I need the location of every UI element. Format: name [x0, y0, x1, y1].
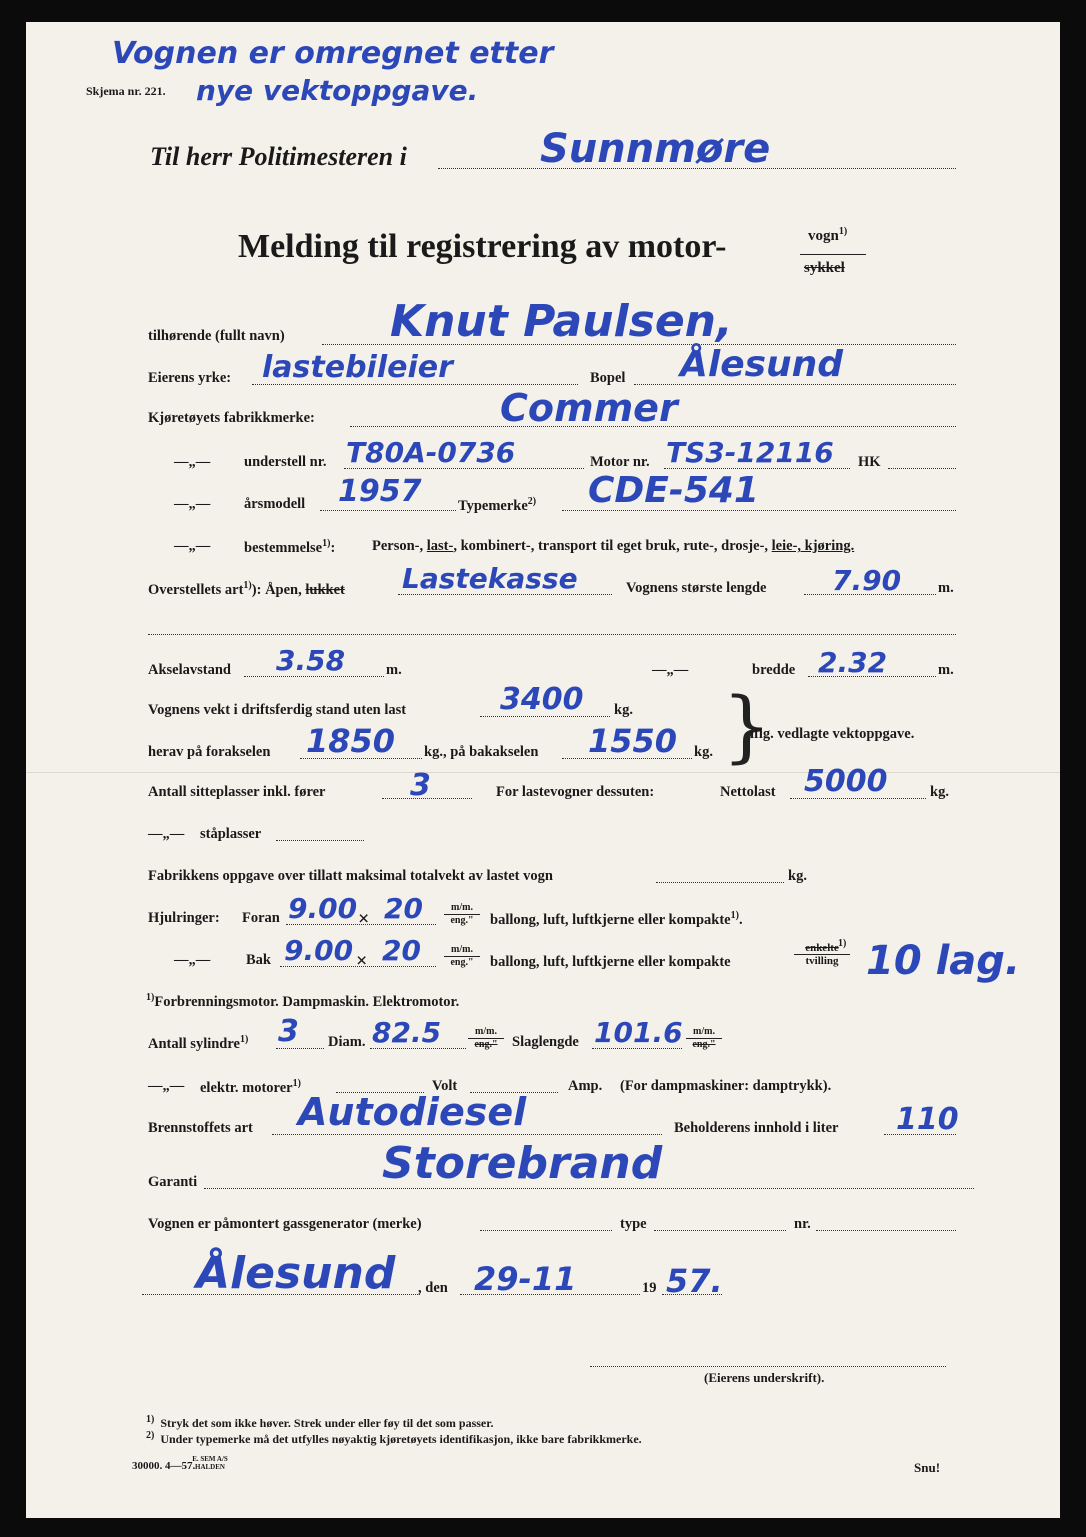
footnote-2: $^{2)}$ Under typemerke må det utfylles nøyaktig kjøretøyets identifikasjon, ikke bare fabrikkmerke.	[146, 1430, 642, 1446]
gas-type-line	[654, 1230, 786, 1231]
stroke-unit: m/m. eng."	[686, 1026, 722, 1051]
year-suffix-value: 57.	[666, 1262, 723, 1300]
weight-brace: }	[722, 682, 772, 772]
printer-info: E. SEM A/S HALDEN	[192, 1455, 228, 1471]
gas-nr-label: nr.	[794, 1216, 811, 1232]
form-title: Melding til registrering av motor-	[238, 228, 727, 265]
body-type-value: Lastekasse	[402, 562, 578, 595]
den-label: , den	[418, 1280, 448, 1296]
purpose-label: bestemmelse$^{1)}$:	[244, 538, 336, 556]
place-value: Ålesund	[196, 1248, 396, 1299]
front-axle-label: herav på forakselen	[148, 744, 271, 760]
signature-label: (Eierens underskrift).	[704, 1370, 825, 1385]
length-label: Vognens største lengde	[626, 580, 767, 596]
standing-line	[276, 840, 364, 841]
width-value: 2.32	[818, 646, 888, 679]
width-unit: m.	[938, 662, 954, 678]
gas-line	[480, 1230, 612, 1231]
rear-tyre-label: Bak	[246, 952, 271, 968]
guarantee-value: Storebrand	[382, 1138, 663, 1189]
max-weight-unit: kg.	[788, 868, 807, 884]
cylinders-value: 3	[278, 1014, 299, 1049]
weight-unit: kg.	[614, 702, 633, 718]
guarantee-label: Garanti	[148, 1174, 198, 1190]
ditto-electric: —„—	[148, 1078, 185, 1094]
tank-value: 110	[896, 1102, 959, 1137]
ditto-width: —„—	[652, 662, 689, 678]
fuel-value: Autodiesel	[298, 1090, 527, 1134]
fuel-label: Brennstoffets art	[148, 1120, 253, 1136]
front-tyre-types: ballong, luft, luftkjerne eller kompakte$^{1)}$.	[490, 910, 743, 928]
occupation-label: Eierens yrke:	[148, 370, 232, 386]
residence-label: Bopel	[590, 370, 626, 386]
model-year-value: 1957	[338, 474, 422, 509]
front-tyre-unit: m/m. eng."	[444, 902, 480, 927]
hk-label: HK	[858, 454, 881, 470]
seats-label: Antall sitteplasser inkl. fører	[148, 784, 326, 800]
rear-tyre-unit: m/m. eng."	[444, 944, 480, 969]
rear-tyre-size-1: 9.00	[284, 934, 354, 967]
chassis-value: T80A-0736	[346, 436, 516, 469]
tyre-mount-footnote: 1)	[838, 938, 847, 949]
tyre-mount-choice: enkelte tvilling	[794, 942, 850, 967]
engine-types: $^{1)}$Forbrenningsmotor. Dampmaskin. Elektromotor.	[146, 992, 460, 1010]
handwritten-note-line1: Vognen er omregnet etter	[112, 36, 554, 71]
motor-label: Motor nr.	[590, 454, 650, 470]
max-weight-label: Fabrikkens oppgave over tillatt maksimal totalvekt av lastet vogn	[148, 868, 553, 884]
standing-label: ståplasser	[200, 826, 262, 842]
hk-line	[888, 468, 956, 469]
make-label: Kjøretøyets fabrikkmerke:	[148, 410, 315, 426]
blank-line	[148, 634, 956, 635]
electric-label: elektr. motorer$^{1)}$	[200, 1078, 301, 1096]
type-label: Typemerke$^{2)}$	[458, 496, 537, 514]
ditto-standing: —„—	[148, 826, 185, 842]
ditto-chassis: —„—	[174, 454, 211, 470]
stroke-value: 101.6	[594, 1016, 683, 1049]
stroke-label: Slaglengde	[512, 1034, 579, 1050]
front-axle-value: 1850	[306, 722, 396, 760]
tyres-label: Hjulringer:	[148, 910, 220, 926]
rear-axle-label: kg., på bakakselen	[424, 744, 539, 760]
rear-tyre-types: ballong, luft, luftkjerne eller kompakte	[490, 954, 731, 970]
payload-label: Nettolast	[720, 784, 776, 800]
payload-unit: kg.	[930, 784, 949, 800]
year-prefix: 19	[642, 1280, 657, 1296]
ditto-purpose: —„—	[174, 538, 211, 554]
front-tyre-label: Foran	[242, 910, 280, 926]
ditto-year: —„—	[174, 496, 211, 512]
gas-label: Vognen er påmontert gassgenerator (merke)	[148, 1216, 422, 1232]
title-sykkel: sykkel	[804, 260, 845, 276]
weight-note: iflg. vedlagte vektoppgave.	[750, 726, 915, 742]
occupation-value: lastebileier	[262, 350, 453, 385]
rear-tyre-times: ×	[356, 950, 368, 972]
length-unit: m.	[938, 580, 954, 596]
body-label: Overstellets art$^{1)}$): Åpen, lukket	[148, 580, 345, 598]
rear-axle-value: 1550	[588, 722, 678, 760]
turn-over-note: Snu!	[914, 1460, 941, 1475]
wheelbase-unit: m.	[386, 662, 402, 678]
type-value: CDE-541	[588, 470, 759, 511]
volt-label: Volt	[432, 1078, 458, 1094]
diameter-label: Diam.	[328, 1034, 366, 1050]
ditto-rear-tyre: —„—	[174, 952, 211, 968]
footnote-1: $^{1)}$ Stryk det som ikke høver. Strek under eller føy til det som passer.	[146, 1414, 494, 1430]
signature-line	[590, 1366, 946, 1367]
front-tyre-size-2: 20	[384, 892, 423, 925]
owner-label: tilhørende (fullt navn)	[148, 328, 285, 344]
district-value: Sunnmøre	[540, 126, 771, 172]
residence-value: Ålesund	[680, 344, 844, 385]
gas-type-label: type	[620, 1216, 647, 1232]
title-divider	[800, 254, 866, 255]
purpose-options: Person-, last-, kombinert-, transport til eget bruk, rute-, drosje-, leie-, kjøring.	[372, 538, 855, 554]
year-label: årsmodell	[244, 496, 306, 512]
chassis-label: understell nr.	[244, 454, 327, 470]
front-tyre-times: ×	[358, 908, 370, 930]
handwritten-note-line2: nye vektoppgave.	[196, 74, 479, 107]
length-value: 7.90	[832, 564, 902, 597]
weight-value: 3400	[500, 682, 584, 717]
amp-label: Amp.	[568, 1078, 603, 1094]
max-weight-line	[656, 882, 784, 883]
diameter-value: 82.5	[372, 1016, 442, 1049]
year-line	[320, 510, 456, 511]
make-value: Commer	[500, 386, 678, 430]
cargo-label: For lastevogner dessuten:	[496, 784, 655, 800]
front-tyre-size-1: 9.00	[288, 892, 358, 925]
wheelbase-label: Akselavstand	[148, 662, 231, 678]
steam-label: (For dampmaskiner: damptrykk).	[620, 1078, 832, 1094]
rear-axle-unit: kg.	[694, 744, 713, 760]
seats-value: 3	[410, 768, 431, 803]
tank-label: Beholderens innhold i liter	[674, 1120, 839, 1136]
fuel-line	[272, 1134, 662, 1135]
gas-nr-line	[816, 1230, 956, 1231]
payload-value: 5000	[804, 764, 888, 799]
print-info: 30000. 4—57.	[132, 1460, 196, 1472]
weight-label: Vognens vekt i driftsferdig stand uten last	[148, 702, 407, 718]
title-vogn: vogn$^{1)}$	[808, 226, 848, 244]
schema-number: Skjema nr. 221.	[86, 84, 166, 98]
owner-name-value: Knut Paulsen,	[390, 296, 733, 347]
ply-value: 10 lag.	[866, 938, 1021, 984]
rear-tyre-size-2: 20	[382, 934, 421, 967]
paper-fold	[26, 772, 1060, 773]
wheelbase-value: 3.58	[276, 644, 346, 677]
date-value: 29-11	[474, 1260, 577, 1298]
cylinders-label: Antall sylindre$^{1)}$	[148, 1034, 249, 1052]
width-label: bredde	[752, 662, 796, 678]
salutation: Til herr Politimesteren i	[150, 142, 407, 171]
diameter-unit: m/m. eng."	[468, 1026, 504, 1051]
motor-value: TS3-12116	[666, 436, 834, 469]
